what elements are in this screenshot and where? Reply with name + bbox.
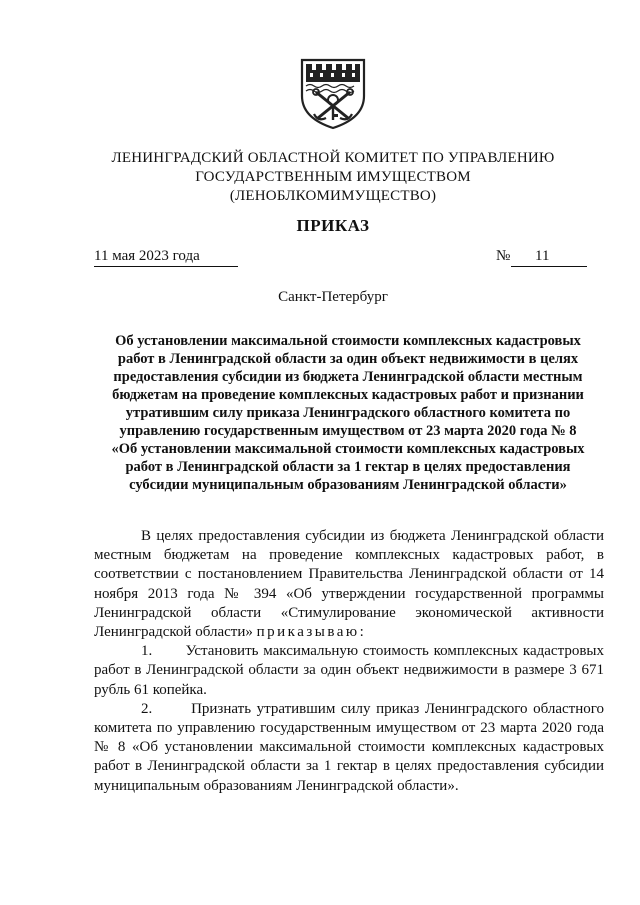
order-date: 11 мая 2023 года: [94, 248, 200, 264]
subject-line: работ в Ленинградской области за один объект недвижимости в целях: [117, 351, 579, 367]
org-line-2: ГОСУДАРСТВЕННЫМ ИМУЩЕСТВОМ: [195, 169, 471, 185]
item-1-number: 1.: [141, 643, 153, 660]
org-line-1: ЛЕНИНГРАДСКИЙ ОБЛАСТНОЙ КОМИТЕТ ПО УПРАВЛЕНИЮ: [111, 150, 555, 166]
subject-line: предоставления субсидии из бюджета Ленинградской области местным: [113, 369, 583, 385]
subject-line: «Об установлении максимальной стоимости комплексных кадастровых: [111, 441, 585, 457]
subject-line: управлению государственным имуществом от 23 марта 2020 года № 8: [119, 423, 577, 439]
order-subject: [90, 332, 606, 494]
order-item-2: [94, 700, 604, 796]
number-sign: №: [496, 248, 511, 264]
preamble-text: В целях предоставления субсидии из бюджета Ленинградской области местным бюджетам на проведение комплексных кадастровых работ, в соответствии с постановлением Правительства Ленинградской области от 14 ноября 2013 года № 394 «Об утверждении государственной программы Ленинградской области «Стимулирование экономической активности Ленинградской области»: [94, 528, 604, 641]
subject-line: бюджетам на проведение комплексных кадастровых работ и признании: [112, 387, 584, 403]
subject-line: работ в Ленинградской области за 1 гектар в целях предоставления: [125, 459, 571, 475]
coat-of-arms-icon: [298, 56, 368, 130]
subject-line: утратившим силу приказа Ленинградского областного комитета по: [125, 405, 571, 421]
subject-line: субсидии муниципальным образованиям Ленинградской области»: [129, 477, 567, 493]
order-word: приказываю:: [256, 624, 367, 641]
order-body: [94, 527, 604, 796]
org-line-3: (ЛЕНОБЛКОМИМУЩЕСТВО): [229, 188, 437, 204]
item-1-text: Установить максимальную стоимость комплексных кадастровых работ в Ленинградской области за один объект недвижимости в размере 3 671 рубль 61 копейка.: [94, 643, 604, 698]
city: Санкт-Петербург: [278, 289, 388, 305]
organization-name: [60, 149, 606, 206]
subject-line: Об установлении максимальной стоимости комплексных кадастровых: [115, 333, 581, 349]
number-underline: [511, 266, 587, 267]
item-2-number: 2.: [141, 700, 153, 717]
order-number: 11: [535, 248, 550, 264]
document-type: ПРИКАЗ: [296, 216, 370, 235]
date-underline: [94, 266, 238, 267]
item-2-text: Признать утратившим силу приказ Ленинградского областного комитета по управлению государственным имуществом от 23 марта 2020 года № 8 «Об установлении максимальной стоимости комплексных кадастровых работ в Ленинградской области за 1 гектар в целях предоставления субсидии муниципальным образованиям Ленинградской области».: [94, 700, 605, 794]
order-item-1: [94, 642, 604, 700]
preamble-paragraph: [94, 527, 604, 642]
